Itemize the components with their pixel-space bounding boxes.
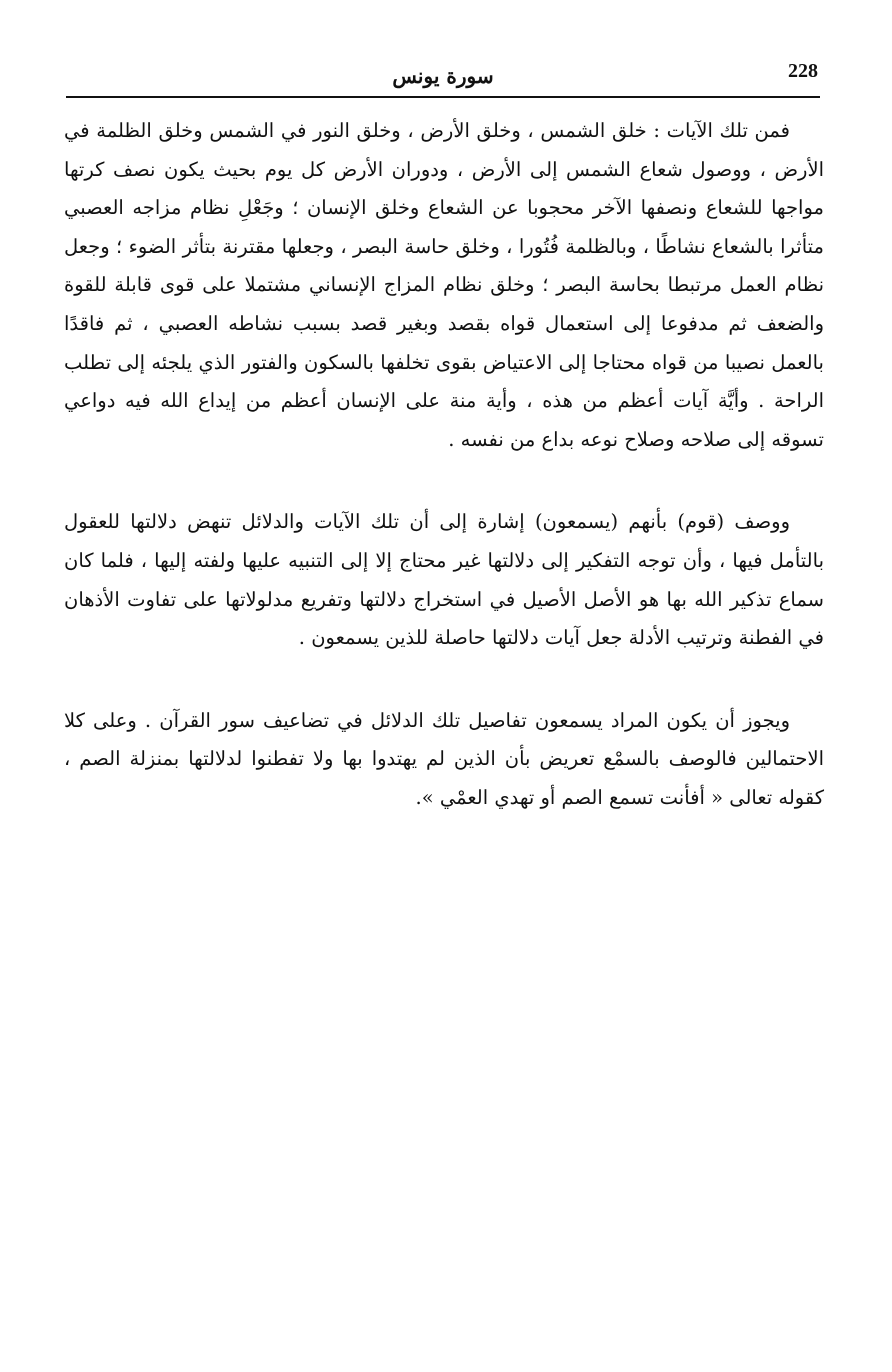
paragraph-2: ووصف (قوم) بأنهم (يسمعون) إشارة إلى أن تلك الآيات والدلائل تنهض دلالتها للعقول بالتأمل فيها ، وأن توجه التفكير إلى دلالتها غير محتاج إلا إلى التنبيه عليها ولفته إليها ، فلما كان سماع تذكير الله بها هو الأصل الأصيل في استخراج دلالتها وتفريع مدلولاتها على تفاوت الأذهان في الفطنة وترتيب الأدلة جعل آيات دلالتها حاصلة للذين يسمعون . [64,510,824,650]
page-number: 228 [788,60,818,82]
paragraph-1: فمن تلك الآيات : خلق الشمس ، وخلق الأرض ، وخلق النور في الشمس وخلق الظلمة في الأرض ، ووصول شعاع الشمس إلى الأرض ، ودوران الأرض كل يوم بحيث يكون نصف كرتها مواجها للشعاع ونصفها الآخر محجوبا عن الشعاع وخلق الإنسان ؛ وجَعْلِ نظام مزاجه العصبي متأثرا بالشعاع نشاطًا ، وبالظلمة فُتُورا ، وخلق حاسة البصر ، وجعلها مقترنة بتأثر الضوء ؛ وجعل نظام العمل مرتبطا بحاسة البصر ؛ وخلق نظام المزاج الإنساني مشتملا على قوى قابلة للقوة والضعف ثم مدفوعا إلى استعمال قواه بقصد وبغير قصد بسبب نشاطه العصبي ، ثم فاقدًا بالعمل نصيبا من قواه محتاجا إلى الاعتياض بقوى تخلفها بالسكون والفتور الذي يلجئه إلى تطلب الراحة . وأيَّة آيات أعظم من هذه ، وأية منة على الإنسان أعظم من إيداع الله فيه دواعي تسوقه إلى صلاحه وصلاح نوعه بداع من نفسه . [64,119,824,451]
page-body [64,112,824,818]
header-rule [66,96,820,98]
paragraph-3: ويجوز أن يكون المراد يسمعون تفاصيل تلك الدلائل في تضاعيف سور القرآن . وعلى كلا الاحتمالين فالوصف بالسمْع تعريض بأن الذين لم يهتدوا بها ولا تفطنوا لدلالتها بمنزلة الصم ، كقوله تعالى « أفأنت تسمع الصم أو تهدي العمْي ». [64,708,824,809]
page-header [66,58,820,98]
surah-title: سورة يونس [392,64,494,88]
